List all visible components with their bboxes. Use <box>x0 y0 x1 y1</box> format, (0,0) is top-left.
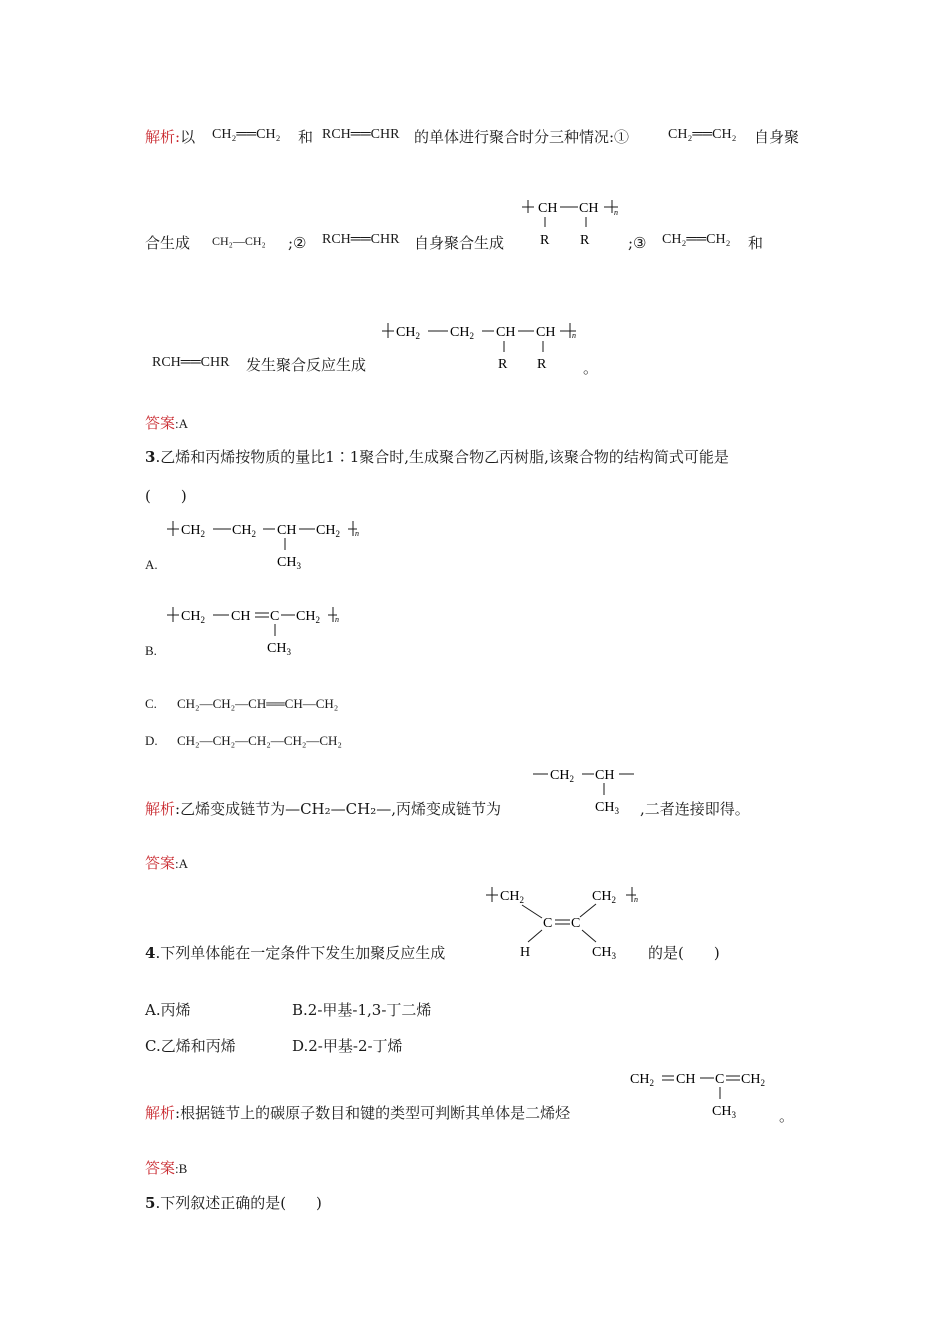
answer-line <box>145 1158 187 1179</box>
answer-line <box>145 853 188 874</box>
option-d: D.2-甲基-2-丁烯 <box>292 1037 403 1055</box>
answer-blank: ( ) <box>145 487 187 505</box>
svg-text:R: R <box>580 233 590 248</box>
svg-text:CH2: $CH_2$ <box>741 1072 765 1088</box>
svg-text:CH2: $CH_2$ <box>550 768 574 784</box>
question-text: .乙烯和丙烯按物质的量比1∶1聚合时,生成聚合物乙丙树脂,该聚合物的结构简式可能是 <box>155 448 729 466</box>
answer-value: :A <box>175 416 189 431</box>
explanation-text: 发生聚合反应生成 <box>246 356 367 374</box>
explanation-label: 解析 <box>145 128 176 146</box>
svg-text:CH2: $CH_2$ <box>500 889 524 905</box>
connector-text: 和 <box>298 128 314 146</box>
svg-text:R: R <box>540 233 550 248</box>
formula-polyethylene-unit: CH₂—CH₂ <box>212 234 266 248</box>
answer-label: 答案 <box>145 1159 176 1177</box>
option-d-label: D. <box>145 733 158 748</box>
svg-text:CH: CH <box>536 325 556 340</box>
svg-text:CH2: $CH_2$ <box>396 325 420 341</box>
svg-text:CH2: $CH_2$ <box>450 325 474 341</box>
question-number: 4 <box>145 944 156 962</box>
explanation-text: ;③ <box>628 234 647 252</box>
option-b-structure <box>165 602 365 658</box>
formula-ethylene: CH₂══CH₂ <box>668 127 737 142</box>
svg-text:CH: CH <box>277 523 297 538</box>
svg-text:CH3: $CH_3$ <box>592 945 616 961</box>
explanation-text: 自身聚 <box>754 128 800 146</box>
svg-text:n: n <box>355 529 359 538</box>
formula-rchchr: RCH══CHR <box>152 355 230 370</box>
explanation-text: ,二者连接即得。 <box>640 800 750 818</box>
svg-text:H: H <box>520 945 531 960</box>
question-number: 5 <box>145 1194 156 1212</box>
svg-text:n: n <box>634 895 638 904</box>
explanation-end: 。 <box>583 359 599 377</box>
svg-text:CH: CH <box>231 609 251 624</box>
structure-drawing <box>486 887 638 961</box>
svg-text:CH2: $CH_2$ <box>181 523 205 539</box>
option-c-formula: CH₂—CH₂—CH══CH—CH₂ <box>177 696 339 711</box>
option-b: B.2-甲基-1,3-丁二烯 <box>292 1001 432 1019</box>
formula-ethylene: CH₂══CH₂ <box>212 127 281 142</box>
question-5-stem <box>145 1193 322 1213</box>
formula-rchchr: RCH══CHR <box>322 232 400 247</box>
option-a: A.丙烯 <box>145 1001 191 1019</box>
structure-drawing <box>382 323 576 372</box>
option-a-structure <box>165 516 365 572</box>
explanation-text: :乙烯变成链节为—CH₂—CH₂—,丙烯变成链节为 <box>175 800 501 818</box>
svg-text:n: n <box>572 331 576 340</box>
svg-text:C: C <box>571 916 581 931</box>
svg-text:CH2: $CH_2$ <box>316 523 340 539</box>
svg-text:CH: CH <box>538 201 558 216</box>
question-text: .下列叙述正确的是( ) <box>155 1194 322 1212</box>
answer-label: 答案 <box>145 854 176 872</box>
explanation-text: 的单体进行聚合时分三种情况:① <box>414 128 630 146</box>
question-4-stem <box>145 943 445 963</box>
structure-drawing <box>167 521 359 571</box>
svg-text:CH: CH <box>595 768 615 783</box>
formula-rchchr: RCH══CHR <box>322 127 400 142</box>
svg-text:CH2: $CH_2$ <box>232 523 256 539</box>
option-a-label: A. <box>145 557 158 572</box>
answer-label: 答案 <box>145 414 176 432</box>
explanation-text: :根据链节上的碳原子数目和键的类型可判断其单体是二烯烃 <box>175 1104 571 1122</box>
explanation-text: 合生成 <box>145 234 191 252</box>
structure-isoprene <box>626 1066 778 1124</box>
formula-ethylene: CH₂══CH₂ <box>662 232 731 247</box>
option-d-formula: CH₂—CH₂—CH₂—CH₂—CH₂ <box>177 733 342 748</box>
structure-poly-rchchr <box>518 195 626 255</box>
structure-polyisoprene-unit <box>484 880 644 964</box>
answer-value: :A <box>175 856 189 871</box>
option-c-label: C. <box>145 696 157 711</box>
explanation-line-1: 解析:以 <box>145 128 196 146</box>
svg-text:CH2: $CH_2$ <box>296 609 320 625</box>
svg-text:R: R <box>537 357 547 372</box>
question-4-explanation <box>145 1103 570 1123</box>
svg-text:CH3: $CH_3$ <box>277 555 301 571</box>
svg-text:CH2: $CH_2$ <box>592 889 616 905</box>
svg-text:n: n <box>614 208 618 217</box>
explanation-end: 。 <box>779 1107 795 1125</box>
svg-text:CH3: $CH_3$ <box>712 1104 736 1120</box>
svg-text:C: C <box>715 1072 725 1087</box>
structure-drawing <box>167 607 339 657</box>
svg-text:CH3: $CH_3$ <box>595 800 619 816</box>
question-text: 的是( ) <box>648 944 720 962</box>
explanation-label: 解析 <box>145 800 176 818</box>
svg-text:CH: CH <box>676 1072 696 1087</box>
explanation-text: ;② <box>288 234 307 252</box>
question-3-stem <box>145 447 729 467</box>
explanation-text: 和 <box>748 234 764 252</box>
question-number: 3 <box>145 448 156 466</box>
svg-text:C: C <box>543 916 553 931</box>
answer-value: :B <box>175 1161 188 1176</box>
option-c: C.乙烯和丙烯 <box>145 1037 236 1055</box>
svg-text:CH3: $CH_3$ <box>267 641 291 657</box>
svg-text:n: n <box>335 615 339 624</box>
structure-drawing <box>533 768 634 816</box>
svg-text:CH: CH <box>496 325 516 340</box>
explanation-text: 自身聚合生成 <box>414 234 505 252</box>
structure-drawing <box>522 200 618 248</box>
option-b-label: B. <box>145 643 157 658</box>
svg-text:C: C <box>270 609 280 624</box>
structure-drawing <box>630 1072 765 1120</box>
svg-text:CH2: $CH_2$ <box>181 609 205 625</box>
svg-text:R: R <box>498 357 508 372</box>
structure-copolymer-ethylene-rchchr <box>380 318 590 378</box>
question-text: .下列单体能在一定条件下发生加聚反应生成 <box>155 944 446 962</box>
answer-line <box>145 413 188 434</box>
explanation-label: 解析 <box>145 1104 176 1122</box>
question-3-explanation <box>145 799 501 819</box>
svg-text:CH2: $CH_2$ <box>630 1072 654 1088</box>
svg-text:CH: CH <box>579 201 599 216</box>
structure-propylene-unit <box>530 762 642 820</box>
